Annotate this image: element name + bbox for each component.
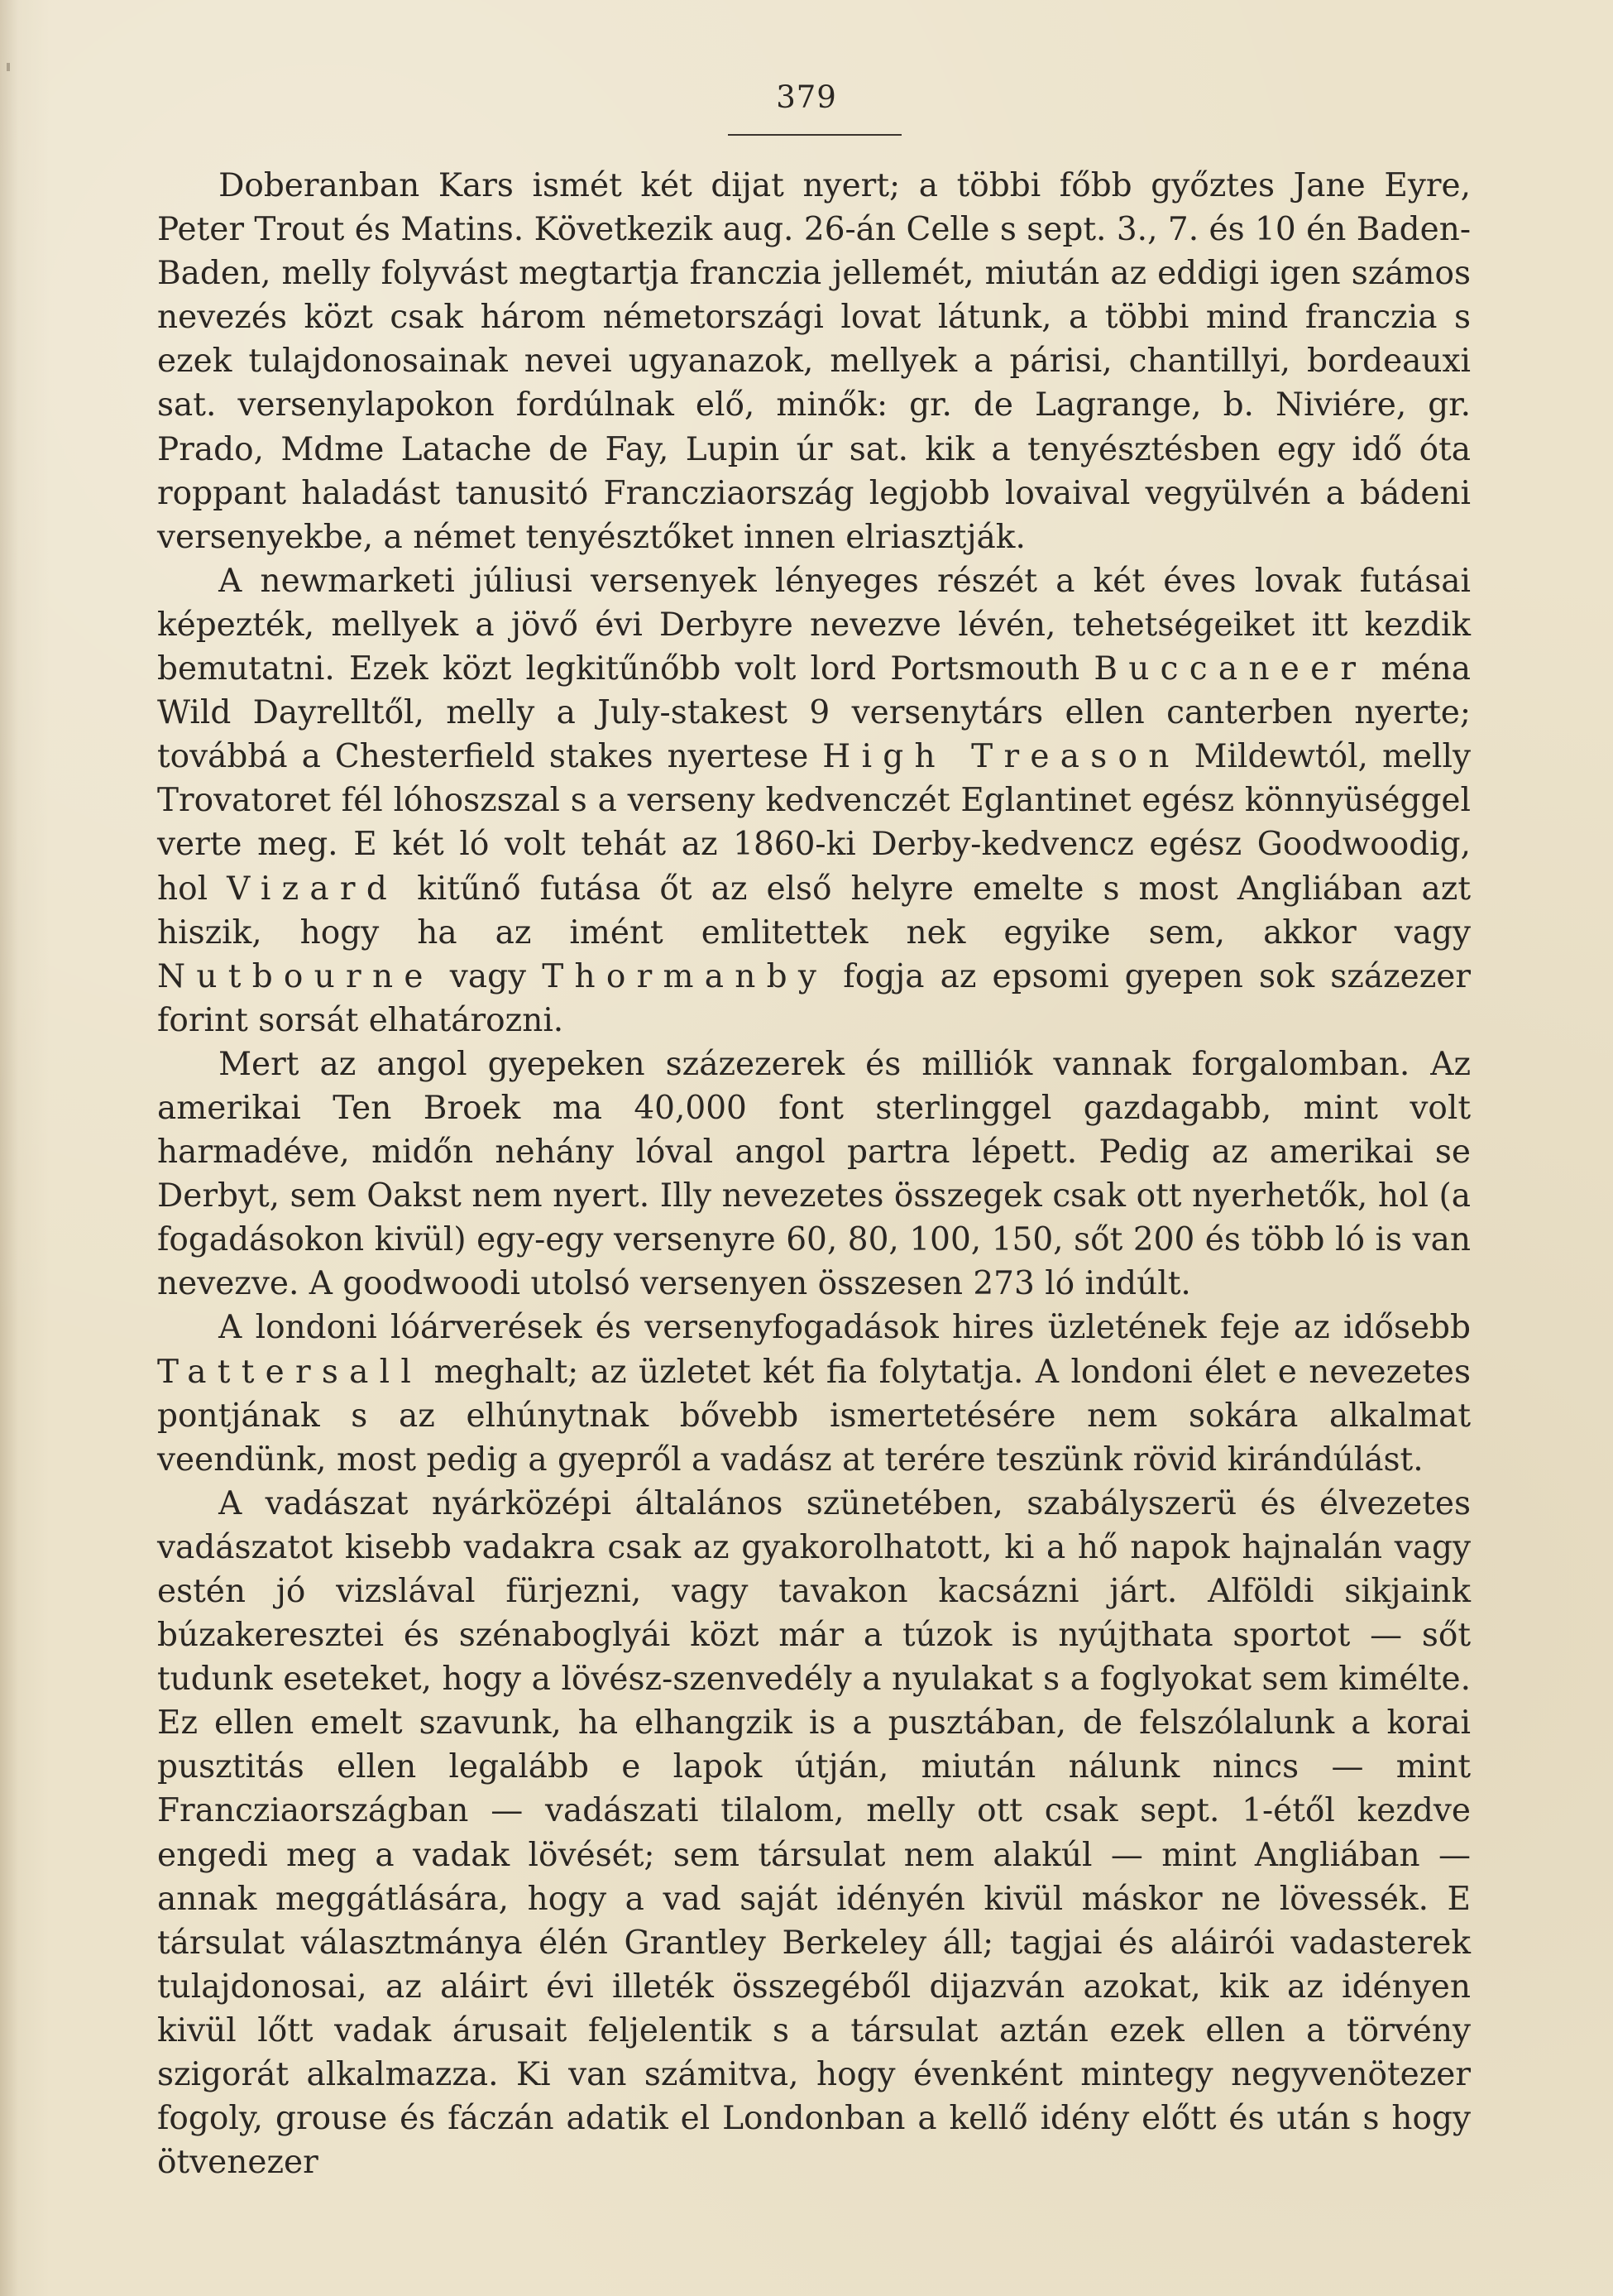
horse-name-vizard: Vizard [227, 870, 399, 908]
text-run: meghalt; az üzletet két fia folytatja. A londoni élet e nevezetes pontjának s az elhúnytnak bővebb ismertetésére nem sokára alkalmat veendünk, most pedig a gyepről a vadász at terére teszünk rövid kirándúlást. [157, 1353, 1471, 1479]
horse-name-thormanby: Thormanby [542, 957, 828, 995]
text-run: A newmarketi júliusi versenyek lényeges részét a két éves lovak futásai képezték, mellyek a jövő évi Derbyre nevezve lévén, tehetségeiket itt kezdik bemutatni. Ezek közt legkitűnőbb volt lord Portsmouth [157, 562, 1471, 688]
name-tattersall: Tattersall [157, 1353, 423, 1391]
text-run: kitűnő futása őt az első helyre emelte s most Angliában azt hiszik, hogy ha az imént emlitettek nek egyike sem, akkor vagy [157, 870, 1472, 951]
horse-name-buccaneer: Buccaneer [1094, 650, 1367, 688]
horse-name-high-treason: High Treason [822, 738, 1180, 776]
text-run: fogja az epsomi gyepen sok százezer forint sorsát elhatározni. [157, 957, 1471, 1039]
paragraph-3: Mert az angol gyepeken százezerek és milliók vannak forgalomban. Az amerikai Ten Broek ma 40,000 font sterlinggel gazdagabb, mint volt harmadéve, midőn nehány lóval angol partra lépett. Pedig az amerikai se Derbyt, sem Oakst nem nyert. Illy nevezetes összegek csak ott nyerhetők, hol (a fogadásokon kivül) egy-egy versenyre 60, 80, 100, 150, sőt 200 és több ló is van nevezve. A goodwoodi utolsó versenyen összesen 273 ló indúlt. [157, 1045, 1471, 1303]
margin-mark [7, 63, 10, 71]
text-run: vagy [433, 957, 543, 995]
text-run: ména Wild Dayrelltől, melly a July-stakest 9 versenytárs ellen canterben nyerte; továbbá a Chesterfield stakes nyertese [157, 650, 1471, 776]
paragraph-1: Doberanban Kars ismét két dijat nyert; a többi főbb győztes Jane Eyre, Peter Trout és Matins. Következik aug. 26-án Celle s sept. 3., 7. és 10 én Baden-Baden, melly folyvást megtartja franczia jellemét, miután az eddigi igen számos nevezés közt csak három németországi lovat látunk, a többi mind franczia s ezek tulajdonosainak nevei ugyanazok, mellyek a párisi, chantillyi, bordeauxi sat. versenylapokon fordúlnak elő, minők: gr. de Lagrange, b. Niviére, gr. Prado, Mdme Latache de Fay, Lupin úr sat. kik a tenyésztésben egy idő óta roppant haladást tanusitó Francziaország legjobb lovaival vegyülvén a bádeni versenyekbe, a német tenyésztőket innen elriasztják. [157, 167, 1471, 556]
text-run: A londoni lóárverések és versenyfogadások hires üzletének feje az idősebb [218, 1309, 1471, 1347]
page-number-rule [728, 134, 902, 136]
page-number: 379 [776, 79, 837, 115]
text-run: Mildewtól, melly Trovatoret fél lóhoszszal s a verseny kedvenczét Eglantinet egész könnyüséggel verte meg. E két ló volt tehát az 1860-ki Derby-kedvencz egész Goodwoodig, hol [157, 738, 1472, 908]
paragraph-2 [157, 559, 1471, 1043]
paragraph-5: A vadászat nyárközépi általános szünetében, szabályszerü és élvezetes vadászatot kisebb vadakra csak az gyakorolhatott, ki a hő napok hajnalán vagy estén jó vizslával fürjezni, vagy tavakon kacsázni járt. Alföldi sikjaink búzakeresztei és szénaboglyái közt már a túzok is nyújthata sportot — sőt tudunk eseteket, hogy a lövész-szenvedély a nyulakat s a foglyokat sem kimélte. Ez ellen emelt szavunk, ha elhangzik is a pusztában, de felszólalunk a korai pusztitás ellen legalább e lapok útján, miután nálunk nincs — mint Francziaországban — vadászati tilalom, melly ott csak sept. 1-étől kezdve engedi meg a vadak lövését; sem társulat nem alakúl — mint Angliában — annak meggátlására, hogy a vad saját idényén kivül máskor ne lövessék. E társulat választmánya élén Grantley Berkeley áll; tagjai és aláirói vadasterek tulajdonosai, az aláirt évi illeték összegéből dijazván azokat, kik az idényen kivül lőtt vadak árusait feljelentik s a társulat aztán ezek ellen a törvény szigorát alkalmazza. Ki van számitva, hogy évenként mintegy negyvenötezer fogoly, grouse és fáczán adatik el Londonban a kellő idény előtt és után s hogy ötvenezer [157, 1484, 1471, 2182]
paragraph-4 [157, 1306, 1471, 1481]
body-text [157, 164, 1471, 2184]
horse-name-nutbourne: Nutbourne [157, 957, 434, 995]
